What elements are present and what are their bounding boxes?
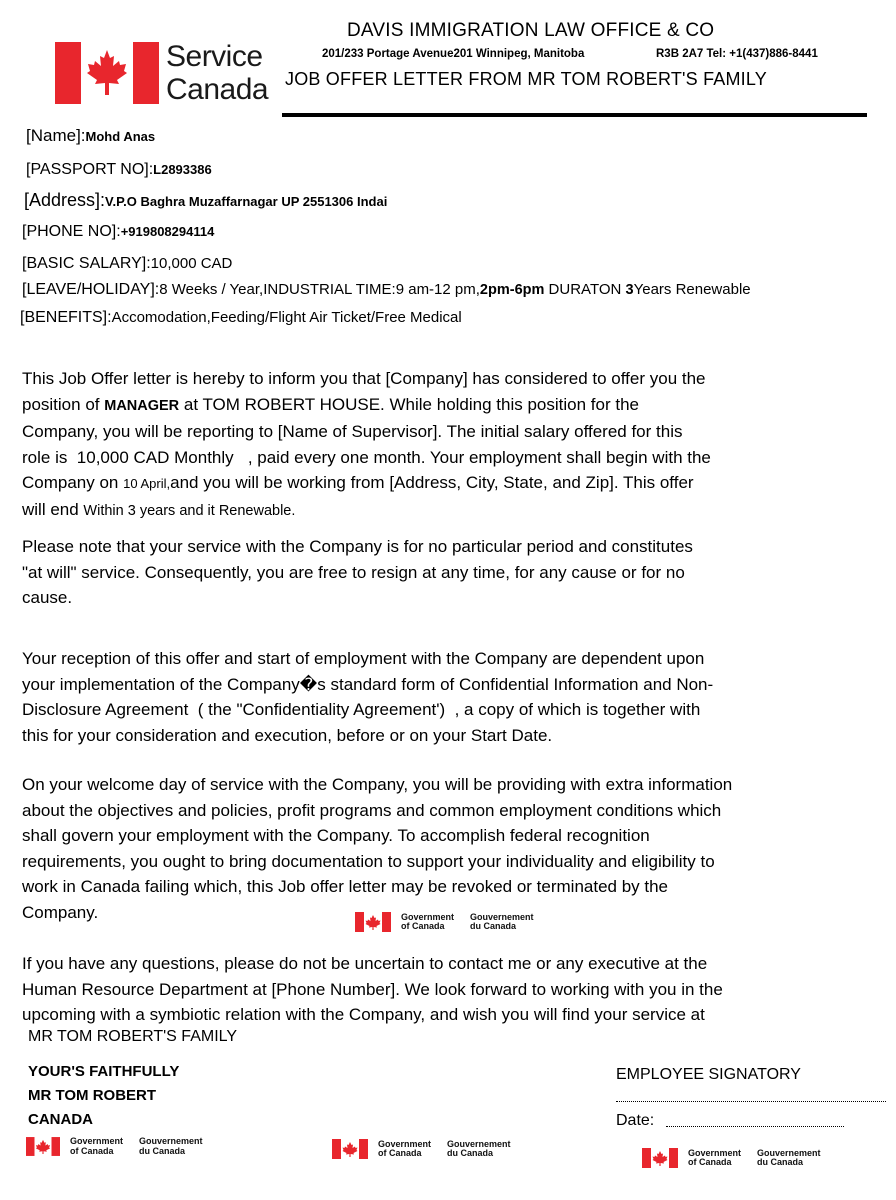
p1-line4: role is 10,000 CAD Monthly , paid every one month. Your employment shall begin with the	[22, 447, 711, 467]
employee-signatory-label: EMPLOYEE SIGNATORY	[616, 1066, 801, 1083]
address-label: [Address]:	[24, 190, 106, 210]
gov-fr-line1: Gouvernement	[470, 911, 534, 922]
p4-line6: Company.	[22, 902, 99, 922]
date-label: Date:	[616, 1112, 655, 1129]
leave-value-5: Years Renewable	[633, 281, 751, 298]
gov-fr-line2: du Canada	[447, 1148, 494, 1158]
gov-text-en	[70, 1137, 123, 1156]
gov-text-en	[378, 1140, 431, 1159]
gov-text-en	[401, 913, 454, 932]
p1-line2-a: position of	[22, 394, 105, 414]
gov-fr-line2: du Canada	[139, 1145, 186, 1156]
gov-en-line2: of Canada	[378, 1148, 422, 1158]
gov-en-line1: Government	[70, 1136, 124, 1146]
field-leave	[22, 281, 751, 299]
gov-en-line1: Government	[401, 911, 455, 922]
p1-line2-c: at TOM ROBERT HOUSE. While holding this position for the	[179, 394, 639, 414]
gov-fr-line1: Gouvernement	[757, 1147, 821, 1158]
salary-value: 10,000 CAD	[150, 255, 233, 272]
date-line	[666, 1116, 844, 1127]
address-value: V.P.O Baghra Muzaffarnagar UP 2551306 Indai	[105, 194, 388, 209]
gov-canada-logo	[332, 1139, 511, 1159]
signoff-line3: CANADA	[28, 1111, 93, 1128]
firm-postal-phone: R3B 2A7 Tel: +1(437)886-8441	[656, 48, 818, 60]
gov-fr-line2: du Canada	[470, 921, 517, 931]
canada-flag-icon	[26, 1137, 60, 1156]
name-label: [Name]:	[26, 126, 86, 145]
leave-value-3: DURATON	[544, 281, 626, 298]
gov-canada-logo	[642, 1148, 821, 1168]
gov-en-line2: of Canada	[688, 1157, 732, 1167]
signoff-line1: YOUR'S FAITHFULLY	[28, 1063, 180, 1080]
canada-flag-icon	[332, 1139, 368, 1159]
p4-line5: work in Canada failing which, this Job offer letter may be revoked or terminated by the	[22, 877, 669, 896]
p5-line4: MR TOM ROBERT'S FAMILY	[28, 1028, 238, 1045]
canada-flag-icon	[55, 42, 159, 104]
salary-label: [BASIC SALARY]:	[22, 255, 151, 272]
position-value: MANAGER	[104, 397, 180, 414]
leave-value: 8 Weeks / Year,INDUSTRIAL TIME:9 am-12 pm,	[159, 281, 480, 298]
gov-canada-logo	[355, 912, 534, 932]
field-address	[24, 190, 387, 211]
gov-text-fr	[447, 1140, 511, 1159]
leave-value-4: 3	[625, 282, 634, 298]
phone-value: +919808294114	[120, 224, 215, 239]
p1-line5-c: and you will be working from [Address, City, State, and Zip]. This offer	[170, 473, 694, 492]
p1-line1: This Job Offer letter is hereby to inform you that [Company] has considered to offer you the	[22, 369, 706, 388]
logo-text-line2: Canada	[166, 73, 269, 106]
p4-line2: about the objectives and policies, profit programs and common employment conditions which	[22, 800, 722, 820]
gov-en-line2: of Canada	[401, 921, 445, 931]
paragraph-welcome-day	[22, 772, 892, 925]
field-name	[26, 126, 155, 146]
field-benefits	[20, 309, 462, 327]
p2-line3: cause.	[22, 588, 73, 607]
p3-line1: Your reception of this offer and start of employment with the Company are dependent upon	[22, 649, 705, 668]
signoff-line2: MR TOM ROBERT	[28, 1087, 157, 1104]
end-term-value: Within 3 years and it Renewable.	[83, 502, 296, 519]
benefits-label: [BENEFITS]:	[20, 309, 112, 326]
p2-line1: Please note that your service with the Company is for no particular period and constitutes	[22, 537, 693, 556]
service-canada-wordmark	[166, 40, 268, 106]
p3-line2: your implementation of the Company�s standard form of Confidential Information and Non-	[22, 674, 714, 694]
gov-text-fr	[757, 1149, 821, 1168]
canada-flag-icon	[642, 1148, 678, 1168]
gov-canada-logo	[26, 1137, 203, 1156]
gov-en-line1: Government	[688, 1147, 742, 1158]
p3-line4: this for your consideration and execution, before or on your Start Date.	[22, 725, 553, 745]
paragraph-questions	[22, 951, 892, 1028]
leave-label: [LEAVE/HOLIDAY]:	[22, 281, 160, 298]
gov-en-line2: of Canada	[70, 1145, 114, 1156]
canada-flag-icon	[355, 912, 391, 932]
benefits-value: Accomodation,Feeding/Flight Air Ticket/Free Medical	[111, 309, 462, 326]
logo-text-line1: Service	[166, 40, 263, 73]
p1-line5	[22, 470, 892, 497]
phone-label: [PHONE NO]:	[22, 223, 121, 240]
p2-line2: "at will" service. Consequently, you are free to resign at any time, for any cause or for no	[22, 562, 685, 582]
p5-line3: upcoming with a symbiotic relation with the Company, and wish you will find your service at	[22, 1005, 705, 1024]
p1-line3: Company, you will be reporting to [Name of Supervisor]. The initial salary offered for this	[22, 422, 683, 441]
p1-line2	[22, 392, 892, 420]
gov-fr-line1: Gouvernement	[139, 1136, 203, 1146]
gov-fr-line1: Gouvernement	[447, 1138, 511, 1149]
gov-text-fr	[470, 913, 534, 932]
passport-label: [PASSPORT NO]:	[26, 161, 154, 178]
p3-line3: Disclosure Agreement ( the "Confidentiality Agreement') , a copy of which is together with	[22, 700, 701, 719]
paragraph-offer	[22, 366, 892, 524]
signature-line	[616, 1091, 886, 1102]
field-phone	[22, 223, 214, 241]
p1-line6	[22, 497, 892, 525]
gov-text-fr	[139, 1137, 203, 1156]
name-value: Mohd Anas	[85, 129, 156, 144]
p5-line2: Human Resource Department at [Phone Number]. We look forward to working with you in the	[22, 979, 723, 999]
field-passport	[26, 161, 212, 179]
gov-text-en	[688, 1149, 741, 1168]
paragraph-confidentiality	[22, 646, 892, 748]
paragraph-at-will	[22, 534, 892, 611]
p5-line1: If you have any questions, please do not be uncertain to contact me or any executive at the	[22, 954, 708, 973]
p4-line1: On your welcome day of service with the Company, you will be providing with extra information	[22, 775, 733, 794]
p4-line4: requirements, you ought to bring documentation to support your individuality and eligibility to	[22, 851, 715, 871]
passport-value: L2893386	[153, 162, 212, 177]
leave-value-2: 2pm-6pm	[479, 282, 545, 298]
gov-fr-line2: du Canada	[757, 1157, 804, 1167]
p1-line6-a: will end	[22, 499, 84, 519]
p1-line5-a: Company on	[22, 473, 124, 492]
field-salary	[22, 255, 232, 273]
firm-name: DAVIS IMMIGRATION LAW OFFICE & CO	[347, 20, 715, 41]
start-date-value: 10 April,	[123, 476, 171, 491]
firm-address: 201/233 Portage Avenue201 Winnipeg, Manitoba	[322, 48, 585, 60]
header-divider	[282, 113, 867, 117]
gov-en-line1: Government	[378, 1138, 432, 1149]
letter-title: JOB OFFER LETTER FROM MR TOM ROBERT'S FAMILY	[285, 69, 767, 89]
p4-line3: shall govern your employment with the Company. To accomplish federal recognition	[22, 826, 650, 845]
